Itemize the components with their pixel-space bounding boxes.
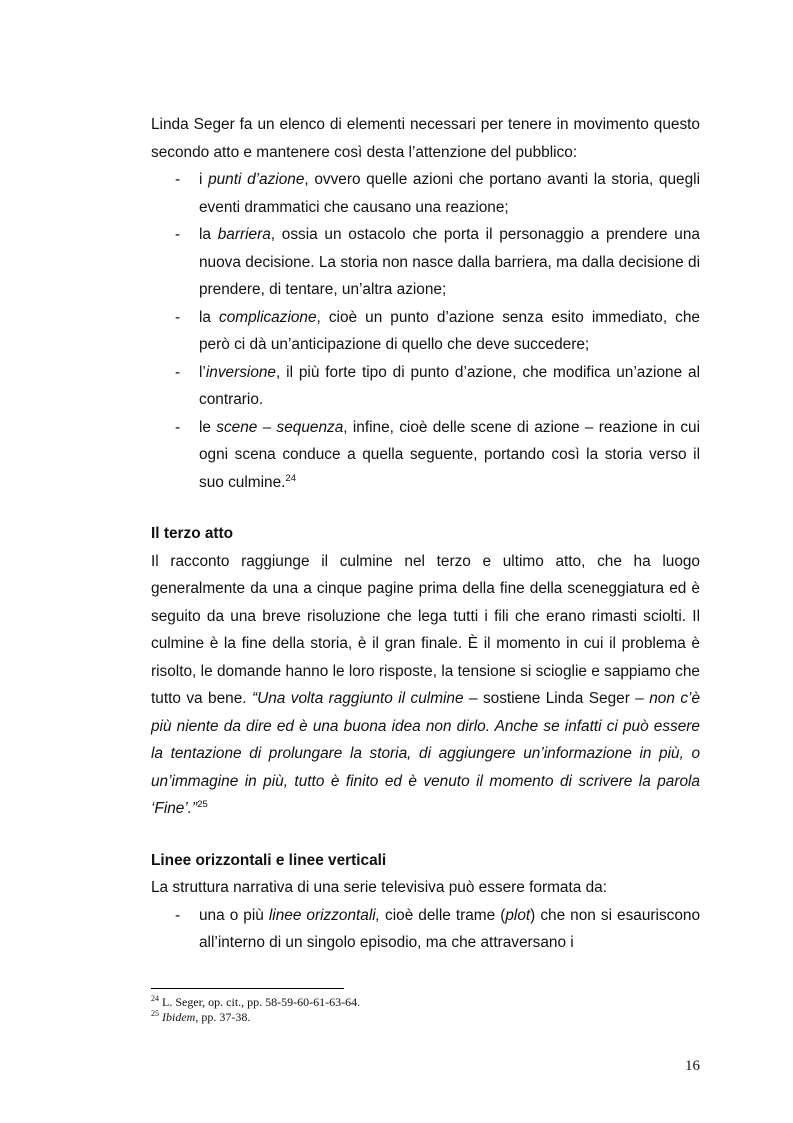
footnote-ref-24[interactable]: 24 [285, 472, 296, 484]
list-dash: - [175, 308, 181, 326]
list-item: - una o più linee orizzontali, cioè delle trame (plot) che non si esauriscono all’interno di un singolo episodio, ma che attraversano i [151, 902, 700, 957]
list-dash: - [175, 418, 181, 436]
list-dash: - [175, 171, 181, 188]
intro-paragraph: Linda Seger fa un elenco di elementi necessari per tenere in movimento questo secondo atto e mantenere così desta l’attenzione del pubblico: [151, 116, 700, 161]
narrative-structure-list [151, 902, 700, 957]
linee-paragraph: La struttura narrativa di una serie televisiva può essere formata da: [151, 879, 607, 896]
list-item: - la barriera, ossia un ostacolo che porta il personaggio a prendere una nuova decisione. La storia non nasce dalla barriera, ma dalla decisione di prendere, di tentare, un’altra azione; [151, 221, 700, 304]
section-heading-linee: Linee orizzontali e linee verticali [151, 851, 387, 869]
footnote-24: $^{24}$ L. Seger, op. cit., pp. 58-59-60-61-63-64. [151, 994, 361, 1009]
footnote-25: $^{25}$ Ibidem, pp. 37-38. [151, 1009, 251, 1024]
footnote-ref-25[interactable]: 25 [197, 798, 208, 810]
list-item: - la complicazione, cioè un punto d’azione senza esito immediato, che però ci dà un’anticipazione di quello che deve succedere; [151, 304, 700, 359]
terzo-atto-paragraph: Il racconto raggiunge il culmine nel terzo e ultimo atto, che ha luogo generalmente da una a cinque pagine prima della fine della sceneggiatura ed è seguito da una breve risoluzione che lega tutti i fili che erano rimasti sciolti. Il culmine è la fine della storia, è il gran finale. È il momento in cui il problema è risolto, le domande hanno le loro risposte, la tensione si scioglie e sappiamo che tutto va bene. “Una volta raggiunto il culmine – sostiene Linda Seger – non c’è più niente da dire ed è una buona idea non dirlo. Anche se infatti ci può essere la tentazione di prolungare la storia, di aggiungere un’informazione in più, o un’immagine in più, tutto è finito ed è venuto il momento di scrivere la parola ‘Fine’.”$^{25}$ [151, 552, 701, 817]
list-item: - le scene – sequenza, infine, cioè delle scene di azione – reazione in cui ogni scena conduce a quella seguente, portando così la storia verso il suo culmine.$^{24}$ [151, 414, 700, 497]
list-dash: - [175, 363, 181, 381]
list-item: - i punti d’azione, ovvero quelle azioni che portano avanti la storia, quegli eventi drammatici che causano una reazione; [151, 166, 700, 221]
list-item: - l’inversione, il più forte tipo di punto d’azione, che modifica un’azione al contrario. [151, 359, 700, 414]
footnote-divider [151, 988, 344, 989]
body-text [151, 111, 700, 957]
section-heading-terzo-atto: Il terzo atto [151, 525, 234, 542]
list-dash: - [175, 226, 181, 243]
footnotes [151, 995, 700, 1025]
list-dash: - [175, 906, 181, 924]
second-act-elements-list [151, 166, 700, 496]
page-number: 16 [685, 1058, 700, 1074]
